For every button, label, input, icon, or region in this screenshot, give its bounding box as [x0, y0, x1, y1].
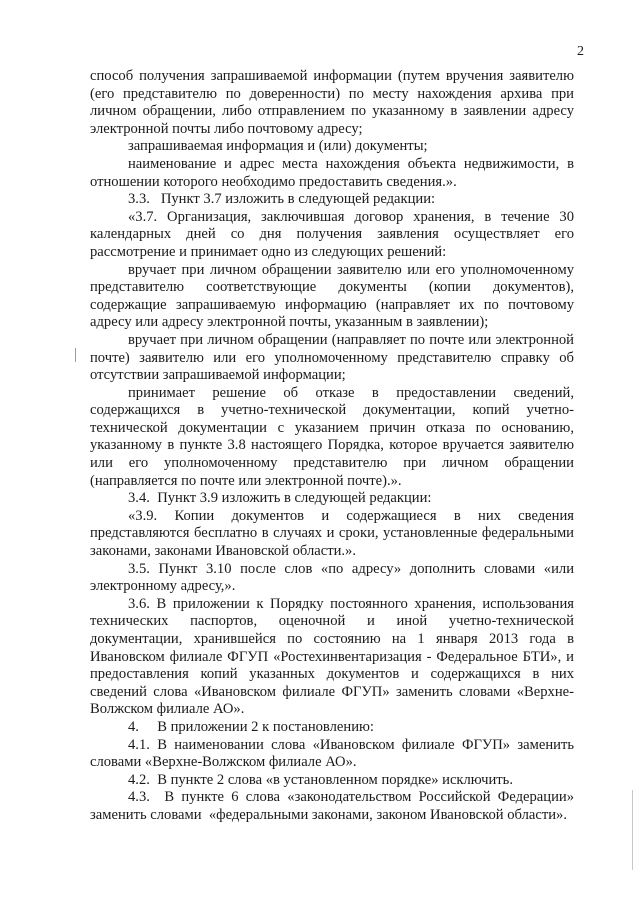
paragraph: 4.1. В наименовании слова «Ивановском филиале ФГУП» заменить словами «Верхне-Волжском филиале АО».: [90, 736, 574, 771]
paragraph: принимает решение об отказе в предоставлении сведений, содержащихся в учетно-технической документации, копий учетно-технической документации с указанием причин отказа по основанию, указанному в пункте 3.8 настоящего Порядка, которое вручается заявителю или его уполномоченному представителю при личном обращении (направляется по почте или электронной почте).».: [90, 384, 574, 489]
paragraph: наименование и адрес места нахождения объекта недвижимости, в отношении которого необходимо предоставить сведения.».: [90, 155, 574, 190]
paragraph: запрашиваемая информация и (или) документы;: [128, 138, 428, 155]
document-body: [90, 68, 574, 825]
page-number: 2: [577, 44, 584, 59]
paragraph: 4. В приложении 2 к постановлению:: [128, 718, 374, 735]
edge-scan-mark: [632, 790, 633, 870]
paragraph: «3.9. Копии документов и содержащиеся в них сведения представляются бесплатно в случаях и сроки, установленные федеральными законами, законами Ивановской области.».: [90, 507, 574, 560]
paragraph: 4.2. В пункте 2 слова «в установленном порядке» исключить.: [128, 771, 513, 788]
paragraph: 4.3. В пункте 6 слова «законодательством Российской Федерации» заменить словами «федеральными законами, законом Ивановской области».: [90, 789, 574, 823]
paragraph: вручает при личном обращении (направляет по почте или электронной почте) заявителю или его уполномоченному представителю справку об отсутствии запрашиваемой информации;: [90, 331, 574, 384]
paragraph: 3.4. Пункт 3.9 изложить в следующей редакции:: [128, 490, 432, 507]
paragraph: «3.7. Организация, заключившая договор хранения, в течение 30 календарных дней со дня получения заявления осуществляет его рассмотрение и принимает одно из следующих решений:: [90, 208, 574, 260]
paragraph: 3.5. Пункт 3.10 после слов «по адресу» дополнить словами «или электронному адресу,».: [90, 560, 574, 595]
paragraph: вручает при личном обращении заявителю или его уполномоченному представителю соответствующие документы (копии документов), содержащие запрашиваемую информацию (направляет их по почтовому адресу или адресу электронной почты, указанным в заявлении);: [90, 261, 574, 331]
paragraph: 3.3. Пункт 3.7 изложить в следующей редакции:: [128, 191, 436, 208]
paragraph: 3.6. В приложении к Порядку постоянного хранения, использования технических паспортов, оценочной и иной учетно-технической документации, хранившейся по состоянию на 1 января 2013 года в Ивановском филиале ФГУП «Ростехинвентаризация - Федеральное БТИ», и предоставления копий указанных документов и содержащихся в них сведений слова «Ивановском филиале ФГУП» заменить словами «Верхне-Волжском филиале АО».: [90, 595, 574, 718]
margin-scan-mark: [75, 348, 76, 362]
paragraph: способ получения запрашиваемой информации (путем вручения заявителю (его представителю по доверенности) по месту нахождения архива при личном обращении, либо отправлением по указанному в заявлении адресу электронной почты либо почтовому адресу;: [90, 68, 574, 137]
